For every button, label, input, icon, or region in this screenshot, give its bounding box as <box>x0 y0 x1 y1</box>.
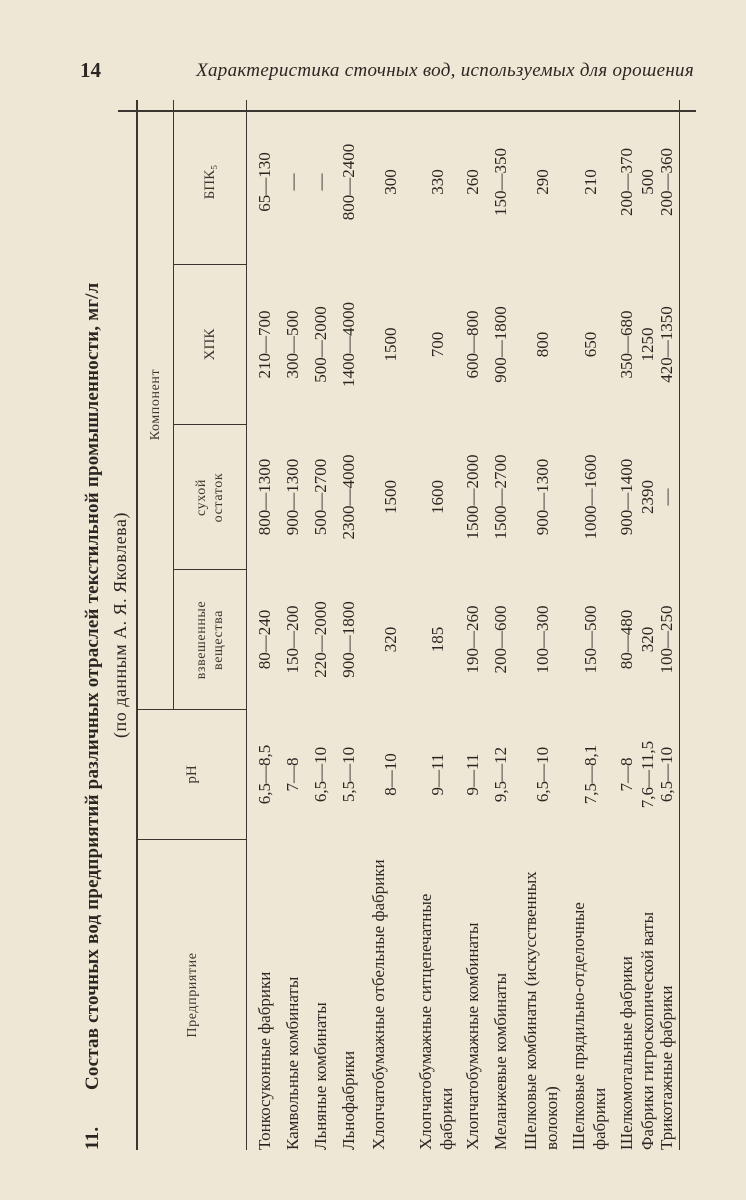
row-suspended: 185 <box>428 626 447 653</box>
header-bod: БПК₅ <box>201 164 218 200</box>
row-cod: 210—700 <box>255 310 274 379</box>
row-suspended: 150—200 <box>283 605 302 674</box>
row-bod: 330 <box>428 169 447 195</box>
row-enterprise: Льняные комбинаты <box>311 1002 330 1150</box>
row-cod: 650 <box>581 331 600 358</box>
row-ph: 5,5—10 <box>339 746 358 803</box>
row-cod: 300—500 <box>283 310 302 379</box>
row-suspended: 200—600 <box>491 605 510 674</box>
row-bod: 150—350 <box>491 148 510 216</box>
row-cod: 700 <box>428 331 447 358</box>
row-dry-residue: 900—1300 <box>533 458 552 536</box>
row-bod: 65—130 <box>255 152 274 212</box>
row-dry-residue: 800—1300 <box>255 458 274 536</box>
row-bod: — <box>283 173 302 191</box>
row-suspended: 80—480 <box>617 609 636 670</box>
row-ph: 7,6—11,5 <box>638 740 657 809</box>
row-cod: 1500 <box>381 327 400 362</box>
row-bod: 210 <box>581 169 600 195</box>
row-suspended: 190—260 <box>463 605 482 674</box>
row-enterprise: Льнофабрики <box>339 1050 358 1150</box>
row-ph: 8—10 <box>381 753 400 796</box>
table-number: 11. <box>82 1126 103 1150</box>
header-divider-4 <box>173 424 246 425</box>
row-cod: 1400—4000 <box>339 302 358 387</box>
row-cod: 350—680 <box>617 310 636 379</box>
row-bod: 200—370 <box>617 148 636 216</box>
header-divider-3 <box>173 569 246 570</box>
row-enterprise: Шелковые прядильно-отделочные фабрики <box>569 902 609 1150</box>
row-dry-residue: 1600 <box>428 480 447 514</box>
row-enterprise: Фабрики гигроскопической ваты <box>638 912 657 1150</box>
row-dry-residue: 1500 <box>381 480 400 514</box>
row-cod: 600—800 <box>463 310 482 379</box>
row-suspended: 320 <box>381 626 400 653</box>
row-dry-residue: 1500—2000 <box>463 454 482 540</box>
row-suspended: 100—300 <box>533 605 552 674</box>
row-dry-residue: 900—1300 <box>283 458 302 536</box>
rotated-table-block <box>80 100 680 1150</box>
row-dry-residue: 500—2700 <box>311 458 330 536</box>
running-head <box>0 52 746 82</box>
row-suspended: 900—1800 <box>339 601 358 678</box>
row-bod: 260 <box>463 169 482 195</box>
table-title: Состав сточных вод предприятий различных отраслей текстильной промышленности, мг/л <box>82 282 103 1090</box>
row-dry-residue: 1500—2700 <box>491 454 510 540</box>
row-enterprise: Камвольные комбинаты <box>283 976 302 1150</box>
row-enterprise: Хлопчатобумажные ситцепечатные фабрики <box>416 893 456 1150</box>
row-ph: 6,5—8,5 <box>255 744 274 805</box>
row-ph: 9—11 <box>463 753 482 796</box>
row-bod: — <box>311 173 330 191</box>
row-ph: 7—8 <box>617 757 636 792</box>
row-suspended: 150—500 <box>581 605 600 674</box>
header-enterprise: Предприятие <box>184 952 200 1038</box>
row-dry-residue: — <box>657 488 676 506</box>
table-bottom-rule <box>679 100 680 1150</box>
row-bod: 290 <box>533 169 552 195</box>
row-dry-residue: 900—1400 <box>617 458 636 536</box>
row-enterprise: Шелкомотальные фабрики <box>617 956 636 1150</box>
table-source: (по данным А. Я. Яковлева) <box>110 512 130 738</box>
row-enterprise: Хлопчатобумажные комбинаты <box>463 922 482 1150</box>
header-suspended: взвешенные вещества <box>194 600 226 680</box>
row-suspended: 220—2000 <box>311 601 330 678</box>
row-cod: 900—1800 <box>491 306 510 383</box>
row-cod: 1250 <box>638 327 657 362</box>
page-number: 14 <box>80 58 101 82</box>
row-dry-residue: 2300—4000 <box>339 454 358 540</box>
header-dry-residue: сухой остаток <box>194 472 226 523</box>
row-bod: 800—2400 <box>339 143 358 221</box>
header-cod: ХПК <box>201 328 218 361</box>
row-bod: 200—360 <box>657 148 676 216</box>
row-suspended: 100—250 <box>657 605 676 674</box>
row-ph: 6,5—10 <box>311 746 330 803</box>
row-suspended: 80—240 <box>255 609 274 670</box>
row-ph: 9—11 <box>428 753 447 796</box>
row-bod: 500 <box>638 169 657 195</box>
row-cod: 420—1350 <box>657 306 676 383</box>
row-enterprise: Тонкосуконные фабрики <box>255 971 274 1150</box>
row-suspended: 320 <box>638 626 657 653</box>
row-ph: 9,5—12 <box>491 746 510 803</box>
row-enterprise: Хлопчатобумажные отбельные фабрики <box>369 859 388 1150</box>
row-enterprise: Меланжевые комбинаты <box>491 972 510 1150</box>
row-ph: 6,5—10 <box>657 746 676 803</box>
row-ph: 6,5—10 <box>533 746 552 803</box>
header-component: Компонент <box>148 368 163 441</box>
row-cod: 800 <box>533 331 552 358</box>
row-bod: 300 <box>381 169 400 195</box>
row-enterprise: Шелковые комбинаты (искусственных волокон) <box>521 871 561 1150</box>
row-enterprise: Трикотажные фабрики <box>657 985 676 1150</box>
header-bottom-rule <box>246 100 247 1150</box>
running-title: Характеристика сточных вод, используемых для орошения <box>196 60 694 81</box>
row-ph: 7—8 <box>283 757 302 792</box>
row-dry-residue: 1000—1600 <box>581 454 600 540</box>
row-cod: 500—2000 <box>311 306 330 383</box>
data-table <box>128 100 680 1150</box>
row-ph: 7,5—8,1 <box>581 744 600 805</box>
row-dry-residue: 2390 <box>638 480 657 514</box>
header-ph: pH <box>183 765 200 784</box>
